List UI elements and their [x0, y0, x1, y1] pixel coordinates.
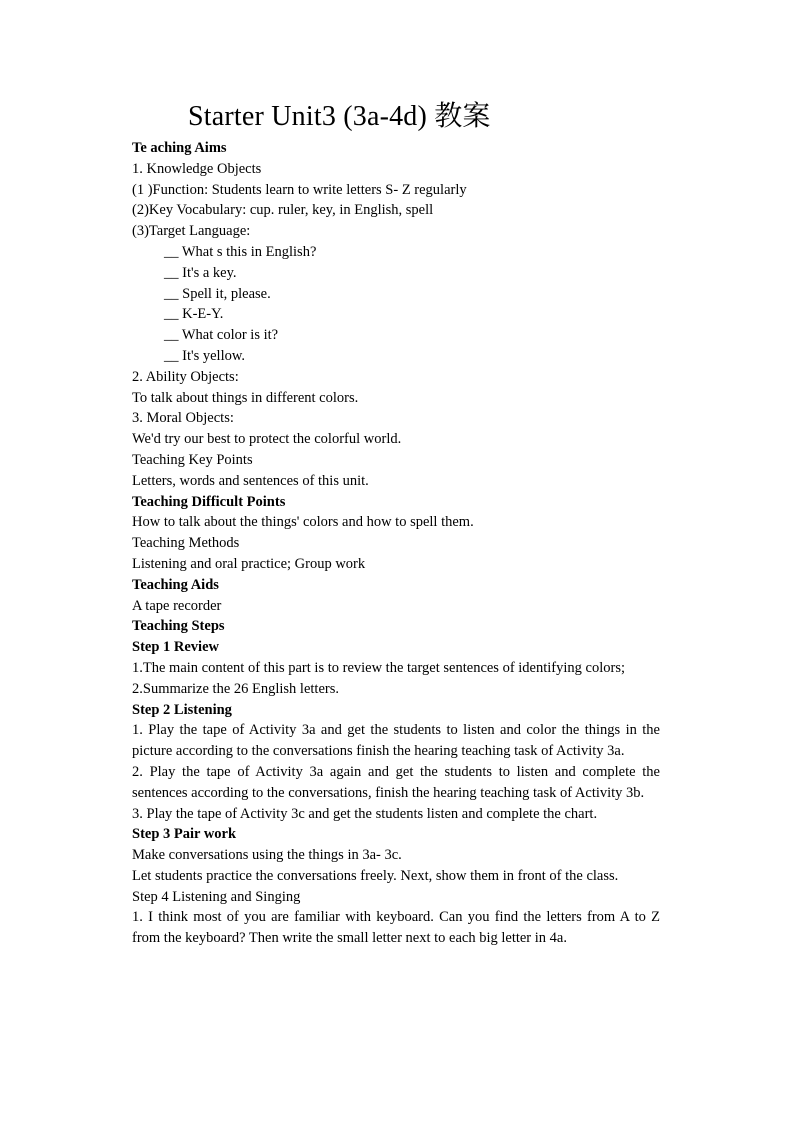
step3-item: Make conversations using the things in 3a- 3c. [132, 847, 402, 864]
ability-objects-line: 2. Ability Objects: [132, 368, 239, 385]
steps-heading: Teaching Steps [132, 618, 225, 635]
step2-heading: Step 2 Listening [132, 701, 232, 718]
target-language-item: __ K-E-Y. [164, 306, 224, 323]
difficult-points-text: How to talk about the things' colors and how to spell them. [132, 514, 474, 531]
step4-item: 1. I think most of you are familiar with keyboard. Can you find the letters from A to Z from the keyboard? Then write the small letter next to each big letter in 4a. [132, 909, 660, 947]
key-vocabulary-line: (2)Key Vocabulary: cup. ruler, key, in English, spell [132, 202, 434, 219]
step2-item: 1. Play the tape of Activity 3a and get the students to listen and color the things in the picture according to the conversations finish the hearing teaching task of Activity 3a. [132, 722, 660, 760]
target-language-item: __ What s this in English? [164, 243, 317, 260]
document-title: Starter Unit3 (3a-4d) 教案 [188, 101, 491, 132]
target-language-item: __ Spell it, please. [164, 285, 271, 302]
step3-heading: Step 3 Pair work [132, 826, 237, 843]
methods-heading: Teaching Methods [132, 535, 240, 552]
step2-item: 2. Play the tape of Activity 3a again and get the students to listen and complete the sentences according to the conversations, finish the hearing teaching task of Activity 3b. [132, 763, 660, 801]
step4-heading: Step 4 Listening and Singing [132, 888, 301, 905]
ability-text-line: To talk about things in different colors. [132, 389, 359, 406]
difficult-points-heading: Teaching Difficult Points [132, 493, 286, 510]
step1-item: 1.The main content of this part is to review the target sentences of identifying colors; [132, 659, 625, 676]
step3-item: Let students practice the conversations freely. Next, show them in front of the class. [132, 867, 619, 884]
aids-text: A tape recorder [132, 597, 222, 614]
moral-text-line: We'd try our best to protect the colorful world. [132, 431, 402, 448]
step1-item: 2.Summarize the 26 English letters. [132, 680, 339, 697]
teaching-aims-heading: Te aching Aims [132, 140, 227, 156]
moral-objects-line: 3. Moral Objects: [132, 410, 234, 427]
step1-heading: Step 1 Review [132, 639, 219, 656]
knowledge-objects-line: 1. Knowledge Objects [132, 160, 262, 177]
document-body [132, 138, 660, 949]
target-language-item: __ It's a key. [164, 264, 237, 281]
target-language-item: __ It's yellow. [164, 347, 246, 364]
aids-heading: Teaching Aids [132, 576, 219, 593]
function-line: (1 )Function: Students learn to write letters S- Z regularly [132, 181, 467, 198]
step2-item: 3. Play the tape of Activity 3c and get the students listen and complete the chart. [132, 805, 598, 822]
methods-text: Listening and oral practice; Group work [132, 555, 366, 572]
key-points-text: Letters, words and sentences of this unit. [132, 472, 369, 489]
target-language-item: __ What color is it? [164, 327, 279, 344]
key-points-heading: Teaching Key Points [132, 451, 253, 468]
target-language-line: (3)Target Language: [132, 223, 251, 240]
